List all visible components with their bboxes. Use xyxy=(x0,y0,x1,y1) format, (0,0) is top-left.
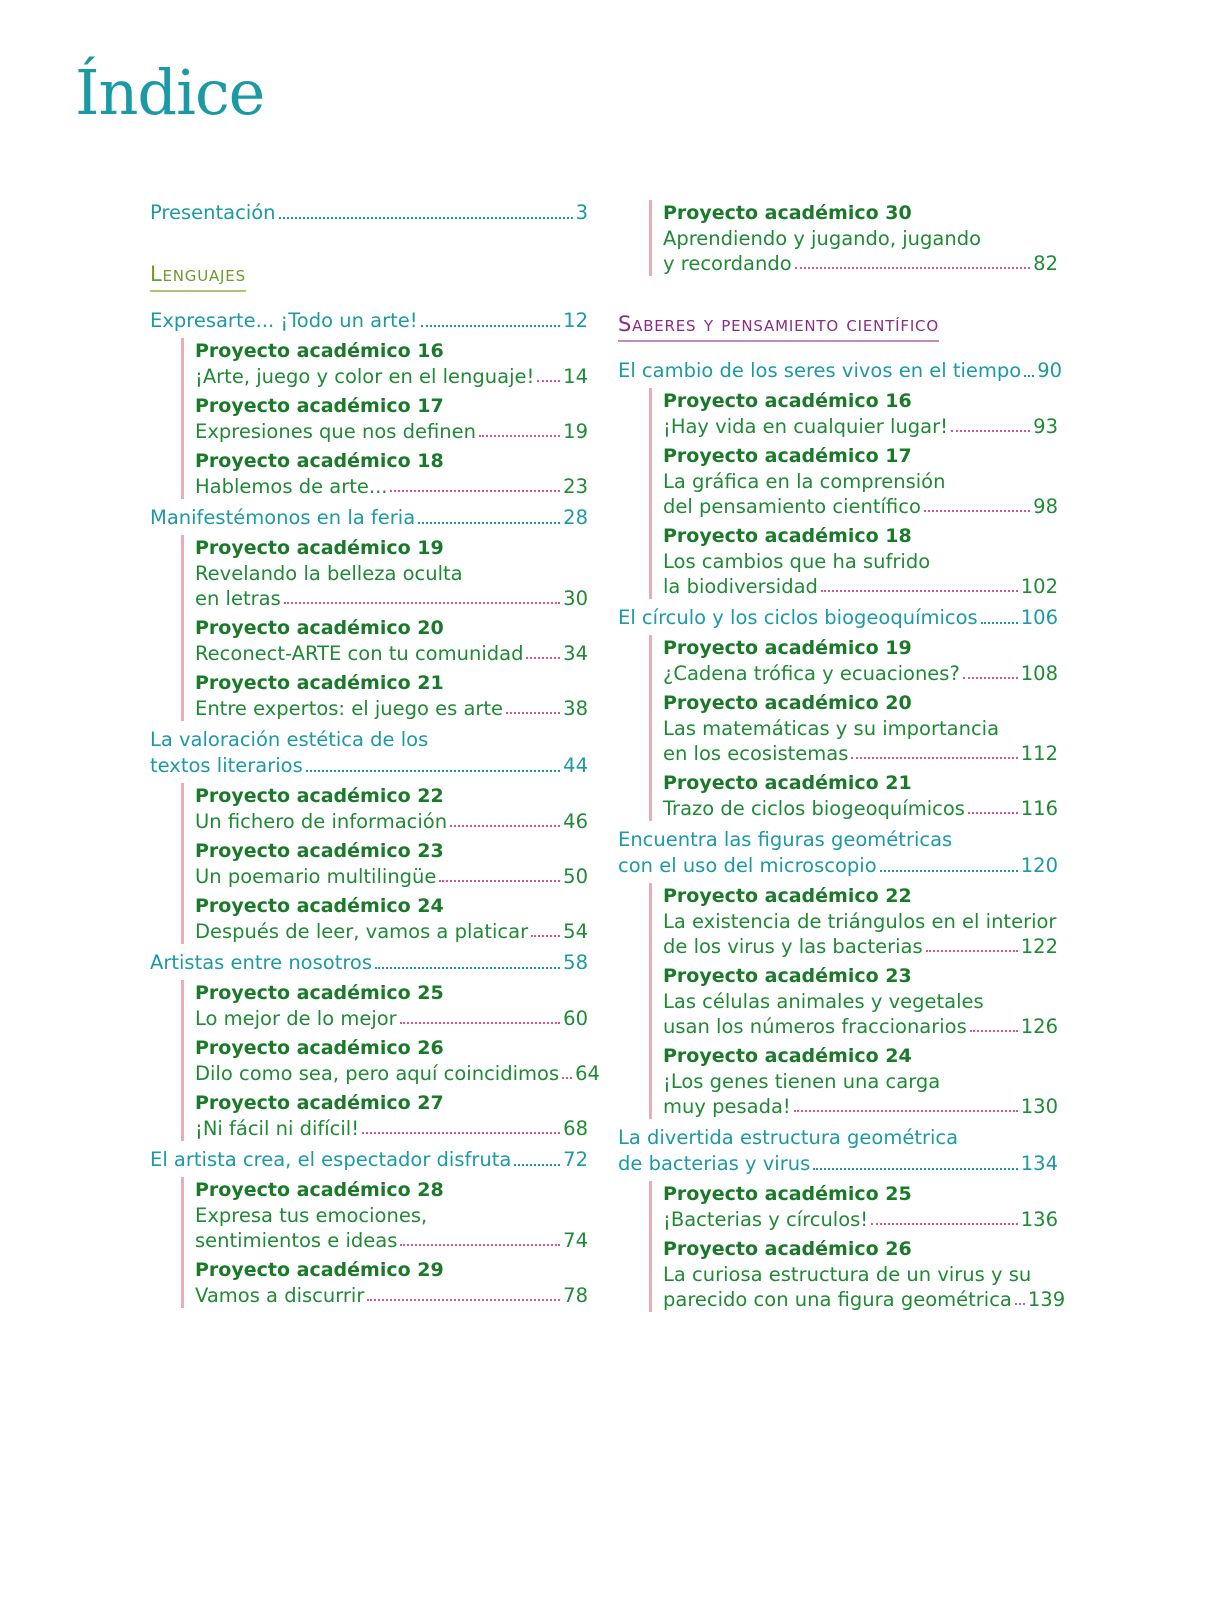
dot-leader xyxy=(418,522,560,524)
unit-title[interactable] xyxy=(150,505,588,531)
entry-title: Dilo como sea, pero aquí coincidimos xyxy=(195,1062,560,1085)
entry-title: ¡Bacterias y círculos! xyxy=(663,1208,869,1231)
project-label: Proyecto académico 24 xyxy=(195,895,444,917)
project-title[interactable] xyxy=(195,1283,588,1308)
unit-title-line: La valoración estética de los xyxy=(150,728,429,751)
page-number: 68 xyxy=(563,1117,588,1140)
dot-leader xyxy=(375,967,560,969)
dot-leader xyxy=(531,935,560,937)
project-label: Proyecto académico 19 xyxy=(195,537,444,559)
unit-entry xyxy=(618,605,1058,821)
entry-title: parecido con una figura geométrica xyxy=(663,1288,1012,1311)
dot-leader xyxy=(400,1022,560,1024)
project-label: Proyecto académico 29 xyxy=(195,1259,444,1281)
project-title-line: Revelando la belleza oculta xyxy=(195,562,463,585)
project-label: Proyecto académico 25 xyxy=(663,1183,912,1205)
unit-title-line: Encuentra las figuras geométricas xyxy=(618,828,953,851)
entry-title: Después de leer, vamos a platicar xyxy=(195,920,529,943)
page-number: 120 xyxy=(1020,854,1058,877)
unit-title-line: La divertida estructura geométrica xyxy=(618,1126,959,1149)
project-group xyxy=(649,200,1058,276)
page-number: 38 xyxy=(563,697,588,720)
page-number: 23 xyxy=(563,475,588,498)
project-title[interactable] xyxy=(663,1287,1066,1312)
project-title[interactable] xyxy=(663,741,1058,766)
dot-leader xyxy=(400,1244,560,1246)
dot-leader xyxy=(450,825,560,827)
unit-title[interactable] xyxy=(618,1151,1058,1177)
project-title[interactable] xyxy=(663,1207,1058,1232)
entry-title: muy pesada! xyxy=(663,1095,791,1118)
unit-entry xyxy=(618,1125,1066,1312)
dot-leader xyxy=(284,602,560,604)
project-label: Proyecto académico 18 xyxy=(195,450,444,472)
project-title[interactable] xyxy=(195,419,588,444)
entry-title: de bacterias y virus xyxy=(618,1152,811,1175)
page-number: 78 xyxy=(563,1284,588,1307)
dot-leader xyxy=(970,1030,1018,1032)
project-title[interactable] xyxy=(663,494,1058,519)
project-title[interactable] xyxy=(195,809,588,834)
page-number: 12 xyxy=(563,309,588,332)
page-number: 54 xyxy=(563,920,588,943)
page-number: 139 xyxy=(1027,1288,1066,1311)
entry-title: en los ecosistemas xyxy=(663,742,849,765)
project-label: Proyecto académico 24 xyxy=(663,1045,912,1067)
entry-title: Lo mejor de lo mejor xyxy=(195,1007,397,1030)
project-title[interactable] xyxy=(195,1116,588,1141)
unit-entry xyxy=(618,358,1063,599)
project-title[interactable] xyxy=(663,661,1058,686)
project-group xyxy=(181,338,588,499)
dot-leader xyxy=(1015,1303,1025,1305)
project-label: Proyecto académico 28 xyxy=(195,1179,444,1201)
project-label: Proyecto académico 17 xyxy=(663,445,912,467)
project-group xyxy=(649,388,1058,599)
page-number: 130 xyxy=(1020,1095,1058,1118)
project-title-line: ¡Los genes tienen una carga xyxy=(663,1070,941,1093)
entry-title: sentimientos e ideas xyxy=(195,1229,398,1252)
unit-title[interactable] xyxy=(618,853,1058,879)
project-title-line: Las matemáticas y su importancia xyxy=(663,717,1000,740)
unit-list xyxy=(150,308,600,1308)
project-label: Proyecto académico 22 xyxy=(195,785,444,807)
dot-leader xyxy=(479,435,560,437)
project-label: Proyecto académico 20 xyxy=(195,617,444,639)
unit-title[interactable] xyxy=(150,1147,588,1173)
dot-leader xyxy=(362,1132,560,1134)
dot-leader xyxy=(421,325,561,327)
entry-title: Vamos a discurrir xyxy=(195,1284,365,1307)
page-number: 58 xyxy=(563,951,588,974)
dot-leader xyxy=(562,1077,572,1079)
project-group xyxy=(181,783,588,944)
unit-entry xyxy=(150,727,588,944)
section-heading-lenguajes: Lenguajes xyxy=(150,262,246,292)
project-title[interactable] xyxy=(663,414,1058,439)
dot-leader xyxy=(871,1223,1018,1225)
project-label: Proyecto académico 26 xyxy=(663,1238,912,1260)
entry-title: con el uso del microscopio xyxy=(618,854,877,877)
project-group xyxy=(181,1177,588,1308)
project-title-line: Aprendiendo y jugando, jugando xyxy=(663,227,981,250)
dot-leader xyxy=(851,757,1017,759)
dot-leader xyxy=(813,1168,1018,1170)
project-title[interactable] xyxy=(195,1061,600,1086)
page-title: Índice xyxy=(75,56,265,129)
dot-leader xyxy=(390,490,560,492)
project-title[interactable] xyxy=(663,1014,1058,1039)
page-number: 74 xyxy=(563,1229,588,1252)
page-number: 3 xyxy=(575,201,588,224)
project-label: Proyecto académico 30 xyxy=(663,202,912,224)
page-number: 116 xyxy=(1020,797,1058,820)
project-title[interactable] xyxy=(195,919,588,944)
page-number: 106 xyxy=(1020,606,1058,629)
page-number: 136 xyxy=(1020,1208,1058,1231)
project-label: Proyecto académico 27 xyxy=(195,1092,444,1114)
unit-entry xyxy=(150,505,588,721)
unit-title[interactable] xyxy=(618,358,1063,384)
unit-title[interactable] xyxy=(150,753,588,779)
entry-title: El artista crea, el espectador disfruta xyxy=(150,1148,512,1171)
toc-right-column xyxy=(618,200,1066,1312)
project-title[interactable] xyxy=(195,641,588,666)
page-number: 102 xyxy=(1020,575,1058,598)
toc-entry-presentacion[interactable] xyxy=(150,200,588,226)
entry-title: Un fichero de información xyxy=(195,810,448,833)
project-title-line: Expresa tus emociones, xyxy=(195,1204,428,1227)
page-number: 90 xyxy=(1037,359,1063,382)
page-number: 112 xyxy=(1020,742,1058,765)
project-title[interactable] xyxy=(195,696,588,721)
unit-list xyxy=(618,358,1066,1312)
project-label: Proyecto académico 21 xyxy=(195,672,444,694)
project-label: Proyecto académico 26 xyxy=(195,1037,444,1059)
project-title[interactable] xyxy=(195,364,588,389)
page-number: 46 xyxy=(563,810,588,833)
project-group xyxy=(181,535,588,721)
unit-entry xyxy=(150,950,600,1141)
project-label: Proyecto académico 17 xyxy=(195,395,444,417)
project-label: Proyecto académico 23 xyxy=(195,840,444,862)
dot-leader xyxy=(279,217,573,219)
project-title[interactable] xyxy=(195,1228,588,1253)
page-number: 134 xyxy=(1020,1152,1058,1175)
dot-leader xyxy=(439,880,560,882)
project-label: Proyecto académico 16 xyxy=(195,340,444,362)
dot-leader xyxy=(821,590,1018,592)
dot-leader xyxy=(537,380,560,382)
page-number: 122 xyxy=(1020,935,1058,958)
entry-title: El cambio de los seres vivos en el tiempo xyxy=(618,359,1022,382)
entry-title: ¿Cadena trófica y ecuaciones? xyxy=(663,662,960,685)
dot-leader xyxy=(926,950,1018,952)
dot-leader xyxy=(367,1299,560,1301)
project-title-line: La gráfica en la comprensión xyxy=(663,470,946,493)
unit-title[interactable] xyxy=(150,950,588,976)
page-number: 44 xyxy=(563,754,588,777)
project-group xyxy=(649,635,1058,821)
entry-title: Expresarte... ¡Todo un arte! xyxy=(150,309,418,332)
unit-entry xyxy=(618,827,1058,1119)
page-number: 30 xyxy=(563,587,588,610)
dot-leader xyxy=(1024,375,1034,377)
dot-leader xyxy=(968,812,1018,814)
page-number: 98 xyxy=(1033,495,1058,518)
page-number: 14 xyxy=(563,365,588,388)
project-label: Proyecto académico 21 xyxy=(663,772,912,794)
entry-title: textos literarios xyxy=(150,754,303,777)
page-number: 28 xyxy=(563,506,588,529)
project-label: Proyecto académico 22 xyxy=(663,885,912,907)
project-title[interactable] xyxy=(195,1006,588,1031)
project-title-line: Las células animales y vegetales xyxy=(663,990,984,1013)
page-number: 82 xyxy=(1033,252,1058,275)
entry-title: y recordando xyxy=(663,252,792,275)
project-title[interactable] xyxy=(663,1094,1058,1119)
page-number: 126 xyxy=(1020,1015,1058,1038)
toc-left-column xyxy=(150,200,600,1308)
dot-leader xyxy=(526,657,560,659)
entry-title: en letras xyxy=(195,587,281,610)
page-number: 50 xyxy=(563,865,588,888)
entry-title: El círculo y los ciclos biogeoquímicos xyxy=(618,606,978,629)
entry-title: ¡Ni fácil ni difícil! xyxy=(195,1117,360,1140)
project-title[interactable] xyxy=(195,586,588,611)
entry-title: Manifestémonos en la feria xyxy=(150,506,416,529)
project-title[interactable] xyxy=(663,574,1058,599)
entry-title: del pensamiento científico xyxy=(663,495,921,518)
project-label: Proyecto académico 25 xyxy=(195,982,444,1004)
page-number: 64 xyxy=(575,1062,600,1085)
section-heading-saberes: Saberes y pensamiento científico xyxy=(618,312,939,342)
unit-title[interactable] xyxy=(618,605,1058,631)
entry-title: Reconect-ARTE con tu comunidad xyxy=(195,642,524,665)
project-title[interactable] xyxy=(195,864,588,889)
page-number: 72 xyxy=(563,1148,588,1171)
project-group xyxy=(649,1181,1066,1312)
project-title[interactable] xyxy=(195,474,588,499)
page-number: 19 xyxy=(563,420,588,443)
project-label: Proyecto académico 16 xyxy=(663,390,912,412)
project-label: Proyecto académico 23 xyxy=(663,965,912,987)
dot-leader xyxy=(981,622,1018,624)
dot-leader xyxy=(963,677,1018,679)
dot-leader xyxy=(514,1164,560,1166)
entry-title: ¡Arte, juego y color en el lenguaje! xyxy=(195,365,535,388)
project-label: Proyecto académico 18 xyxy=(663,525,912,547)
entry-title: de los virus y las bacterias xyxy=(663,935,923,958)
unit-entry xyxy=(150,308,588,499)
dot-leader xyxy=(924,510,1030,512)
dot-leader xyxy=(506,712,560,714)
project-title[interactable] xyxy=(663,796,1058,821)
project-title-line: La existencia de triángulos en el interior xyxy=(663,910,1057,933)
page-number: 93 xyxy=(1033,415,1058,438)
entry-title: Hablemos de arte... xyxy=(195,475,388,498)
dot-leader xyxy=(794,1110,1018,1112)
project-title-line: La curiosa estructura de un virus y su xyxy=(663,1263,1032,1286)
page-number: 34 xyxy=(563,642,588,665)
project-title-line: Los cambios que ha sufrido xyxy=(663,550,931,573)
project-group xyxy=(649,883,1058,1119)
unit-title[interactable] xyxy=(150,308,588,334)
entry-title: Un poemario multilingüe xyxy=(195,865,437,888)
dot-leader xyxy=(951,430,1030,432)
page-number: 108 xyxy=(1020,662,1058,685)
dot-leader xyxy=(880,870,1018,872)
project-label: Proyecto académico 19 xyxy=(663,637,912,659)
entry-title: Entre expertos: el juego es arte xyxy=(195,697,504,720)
entry-title: Artistas entre nosotros xyxy=(150,951,373,974)
entry-title: Trazo de ciclos biogeoquímicos xyxy=(663,797,965,820)
dot-leader xyxy=(306,770,560,772)
entry-title: ¡Hay vida en cualquier lugar! xyxy=(663,415,948,438)
dot-leader xyxy=(795,267,1031,269)
project-title[interactable] xyxy=(663,934,1058,959)
entry-title: Presentación xyxy=(150,201,276,224)
entry-title: la biodiversidad xyxy=(663,575,818,598)
entry-title: Expresiones que nos definen xyxy=(195,420,476,443)
entry-title: usan los números fraccionarios xyxy=(663,1015,967,1038)
project-title[interactable] xyxy=(663,251,1058,276)
project-group xyxy=(181,980,600,1141)
unit-entry xyxy=(150,1147,588,1308)
page-number: 60 xyxy=(563,1007,588,1030)
project-label: Proyecto académico 20 xyxy=(663,692,912,714)
